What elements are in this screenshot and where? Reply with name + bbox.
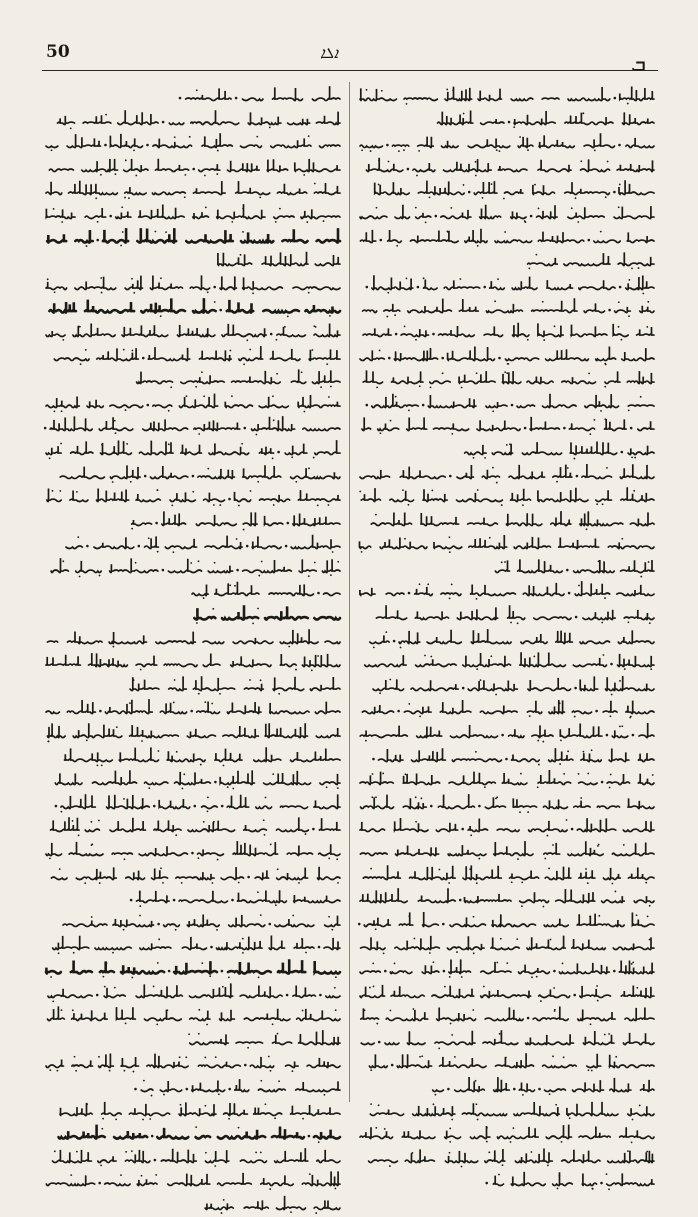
text-line xyxy=(44,650,342,672)
text-line xyxy=(358,721,656,743)
script-ink xyxy=(44,674,342,696)
script-ink xyxy=(358,391,656,413)
script-ink xyxy=(44,108,342,130)
text-line xyxy=(358,509,656,531)
script-ink xyxy=(44,485,342,507)
text-line xyxy=(358,131,656,153)
script-ink xyxy=(44,1193,342,1215)
text-line xyxy=(44,509,342,531)
script-ink xyxy=(358,131,656,153)
script-ink xyxy=(44,697,342,719)
script-ink xyxy=(44,438,342,460)
script-ink xyxy=(358,108,656,130)
script-ink xyxy=(44,249,342,271)
script-ink xyxy=(358,650,656,672)
section-letter: ܒ xyxy=(630,52,646,77)
text-line xyxy=(358,485,656,507)
text-line xyxy=(44,344,342,366)
script-ink xyxy=(44,863,342,885)
script-ink xyxy=(44,320,342,342)
text-line xyxy=(44,745,342,767)
text-line xyxy=(358,957,656,979)
script-ink xyxy=(44,768,342,790)
script-ink xyxy=(358,792,656,814)
script-ink xyxy=(44,391,342,413)
text-line xyxy=(44,863,342,885)
text-line xyxy=(44,627,342,649)
text-line xyxy=(44,1193,342,1215)
script-ink xyxy=(44,627,342,649)
text-line xyxy=(358,155,656,177)
script-ink xyxy=(44,532,342,554)
text-line xyxy=(44,910,342,932)
script-ink xyxy=(44,296,342,318)
script-ink xyxy=(44,202,342,224)
script-ink xyxy=(44,1075,342,1097)
script-ink xyxy=(44,910,342,932)
script-ink xyxy=(358,249,656,271)
script-ink xyxy=(358,485,656,507)
script-ink xyxy=(358,579,656,601)
text-line xyxy=(44,485,342,507)
text-line xyxy=(358,1075,656,1097)
text-line xyxy=(44,367,342,389)
text-line xyxy=(44,1122,342,1144)
page-number: 50 xyxy=(46,42,70,62)
script-ink xyxy=(44,1122,342,1144)
script-ink xyxy=(358,273,656,295)
script-ink xyxy=(358,745,656,767)
text-line xyxy=(358,579,656,601)
script-ink xyxy=(358,344,656,366)
text-line xyxy=(44,768,342,790)
script-ink xyxy=(358,226,656,248)
script-ink xyxy=(358,1122,656,1144)
left-text-column xyxy=(44,84,342,1217)
script-ink xyxy=(358,863,656,885)
text-line xyxy=(358,273,656,295)
script-ink xyxy=(358,674,656,696)
script-ink xyxy=(44,1051,342,1073)
script-ink xyxy=(44,344,342,366)
text-line xyxy=(358,815,656,837)
script-ink xyxy=(44,462,342,484)
script-ink xyxy=(358,627,656,649)
script-ink xyxy=(358,1169,656,1191)
text-line xyxy=(44,273,342,295)
text-line xyxy=(44,108,342,130)
text-line xyxy=(44,1075,342,1097)
text-line xyxy=(358,108,656,130)
text-line xyxy=(44,155,342,177)
script-ink xyxy=(44,367,342,389)
text-line xyxy=(44,839,342,861)
script-ink xyxy=(44,957,342,979)
text-line xyxy=(44,697,342,719)
text-line xyxy=(358,249,656,271)
script-ink xyxy=(358,603,656,625)
text-line xyxy=(358,391,656,413)
text-line xyxy=(358,603,656,625)
script-ink xyxy=(44,603,342,625)
script-ink xyxy=(44,509,342,531)
text-line xyxy=(44,1099,342,1121)
script-ink xyxy=(44,1099,342,1121)
text-line xyxy=(358,84,656,106)
text-line xyxy=(44,131,342,153)
text-line xyxy=(358,650,656,672)
text-line xyxy=(44,296,342,318)
text-line xyxy=(358,910,656,932)
text-line xyxy=(44,1028,342,1050)
text-line xyxy=(44,84,342,106)
script-ink xyxy=(358,981,656,1003)
script-ink xyxy=(358,84,656,106)
text-line xyxy=(358,1004,656,1026)
text-line xyxy=(358,1146,656,1168)
text-line xyxy=(44,674,342,696)
text-line xyxy=(44,579,342,601)
text-line xyxy=(358,320,656,342)
script-ink xyxy=(358,697,656,719)
text-line xyxy=(44,981,342,1003)
text-line xyxy=(358,296,656,318)
script-ink xyxy=(44,1004,342,1026)
script-ink xyxy=(358,178,656,200)
text-line xyxy=(44,202,342,224)
script-ink xyxy=(44,155,342,177)
text-line xyxy=(358,178,656,200)
script-ink xyxy=(44,1146,342,1168)
text-line xyxy=(358,1122,656,1144)
script-ink xyxy=(44,84,342,106)
text-line xyxy=(358,556,656,578)
text-line xyxy=(358,1099,656,1121)
text-line xyxy=(358,414,656,436)
script-ink xyxy=(358,414,656,436)
script-ink xyxy=(358,462,656,484)
text-line xyxy=(44,178,342,200)
script-ink xyxy=(44,178,342,200)
text-line xyxy=(358,674,656,696)
text-line xyxy=(358,697,656,719)
text-line xyxy=(358,462,656,484)
script-ink xyxy=(358,320,656,342)
text-line xyxy=(44,462,342,484)
script-ink xyxy=(358,910,656,932)
script-ink xyxy=(358,367,656,389)
header-rule xyxy=(42,70,658,71)
text-line xyxy=(44,957,342,979)
script-ink xyxy=(44,556,342,578)
script-ink xyxy=(358,438,656,460)
script-ink xyxy=(358,768,656,790)
script-ink xyxy=(358,957,656,979)
text-line xyxy=(44,1169,342,1191)
text-line xyxy=(44,438,342,460)
script-ink xyxy=(358,721,656,743)
text-line xyxy=(44,532,342,554)
script-ink xyxy=(44,886,342,908)
right-text-column xyxy=(358,84,656,1193)
text-line xyxy=(358,367,656,389)
script-ink xyxy=(44,579,342,601)
script-ink xyxy=(358,1051,656,1073)
text-line xyxy=(358,438,656,460)
script-ink xyxy=(44,1169,342,1191)
text-line xyxy=(44,226,342,248)
script-ink xyxy=(44,273,342,295)
script-ink xyxy=(358,1075,656,1097)
script-ink xyxy=(44,981,342,1003)
text-line xyxy=(358,792,656,814)
script-ink xyxy=(358,1099,656,1121)
text-line xyxy=(358,933,656,955)
text-line xyxy=(44,1004,342,1026)
text-line xyxy=(358,1169,656,1191)
text-line xyxy=(44,792,342,814)
text-line xyxy=(44,933,342,955)
script-ink xyxy=(358,532,656,554)
script-ink xyxy=(44,839,342,861)
text-line xyxy=(44,815,342,837)
text-line xyxy=(358,532,656,554)
text-line xyxy=(44,886,342,908)
text-line xyxy=(358,1028,656,1050)
script-ink xyxy=(358,1028,656,1050)
text-line xyxy=(358,627,656,649)
text-line xyxy=(358,863,656,885)
text-line xyxy=(358,226,656,248)
text-line xyxy=(44,391,342,413)
script-ink xyxy=(44,650,342,672)
script-ink xyxy=(44,933,342,955)
script-ink xyxy=(358,202,656,224)
script-ink xyxy=(358,296,656,318)
script-ink xyxy=(358,886,656,908)
text-line xyxy=(44,414,342,436)
script-ink xyxy=(44,792,342,814)
text-line xyxy=(358,202,656,224)
text-line xyxy=(358,981,656,1003)
script-ink xyxy=(358,1004,656,1026)
text-line xyxy=(358,1051,656,1073)
text-line xyxy=(358,745,656,767)
text-line xyxy=(44,249,342,271)
text-line xyxy=(44,1146,342,1168)
column-divider xyxy=(349,82,350,1102)
running-head: ܐܠܐ xyxy=(320,44,338,62)
script-ink xyxy=(358,815,656,837)
script-ink xyxy=(44,745,342,767)
text-line xyxy=(44,603,342,625)
script-ink xyxy=(358,1146,656,1168)
text-line xyxy=(44,556,342,578)
text-line xyxy=(358,839,656,861)
script-ink xyxy=(44,414,342,436)
script-ink xyxy=(358,933,656,955)
script-ink xyxy=(358,556,656,578)
text-line xyxy=(44,1051,342,1073)
script-ink xyxy=(44,131,342,153)
script-ink xyxy=(358,155,656,177)
text-line xyxy=(358,344,656,366)
script-ink xyxy=(44,1028,342,1050)
script-ink xyxy=(44,815,342,837)
text-line xyxy=(44,320,342,342)
script-ink xyxy=(44,226,342,248)
script-ink xyxy=(358,839,656,861)
text-line xyxy=(358,886,656,908)
script-ink xyxy=(44,721,342,743)
script-ink xyxy=(358,509,656,531)
text-line xyxy=(358,768,656,790)
text-line xyxy=(44,721,342,743)
